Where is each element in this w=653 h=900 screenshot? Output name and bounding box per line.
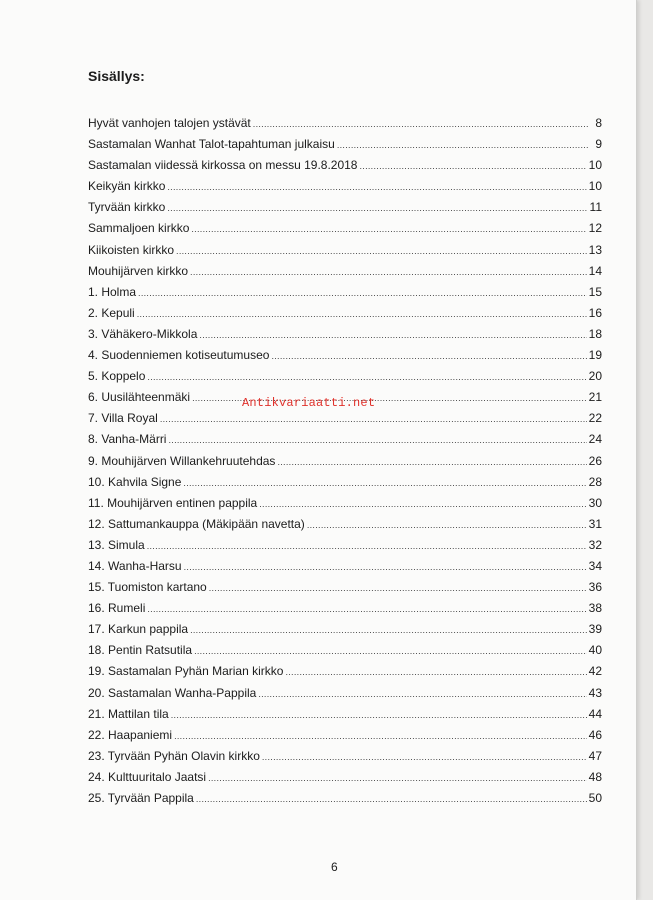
toc-entry-label: 17. Karkun pappila: [88, 622, 189, 637]
toc-entry-page: 10: [588, 158, 602, 173]
dot-leader: [277, 457, 586, 467]
toc-entry-page: 19: [588, 348, 602, 363]
toc-entry-page: 31: [588, 516, 602, 531]
dot-leader: [168, 435, 586, 445]
dot-leader: [271, 351, 586, 361]
dot-leader: [285, 667, 586, 677]
toc-entry-page: 22: [588, 411, 602, 426]
dot-leader: [337, 140, 588, 150]
toc-entry-label: 13. Simula: [88, 537, 145, 552]
toc-entry-page: 30: [588, 495, 602, 510]
toc-entry-page: 40: [588, 643, 602, 658]
toc-entry: [88, 432, 602, 453]
dot-leader: [184, 562, 587, 572]
toc-entry-label: Sastamalan Wanhat Talot-tapahtuman julkaisu: [88, 137, 335, 152]
toc-entry: [88, 791, 602, 812]
dot-leader: [176, 246, 587, 256]
dot-leader: [190, 625, 587, 635]
toc-entry-label: 24. Kulttuuritalo Jaatsi: [88, 769, 207, 784]
dot-leader: [138, 288, 587, 298]
toc-entry-page: 18: [588, 326, 602, 341]
toc-entry-label: 9. Mouhijärven Willankehruutehdas: [88, 453, 276, 468]
toc-entry-label: Hyvät vanhojen talojen ystävät: [88, 116, 251, 130]
toc-entry-page: 10: [588, 179, 602, 194]
toc-entry: [88, 517, 602, 538]
toc-entry: [88, 200, 602, 221]
toc-entry-label: 11. Mouhijärven entinen pappila: [88, 495, 258, 510]
toc-entry: [88, 369, 602, 390]
toc-entry-page: 9: [595, 137, 602, 152]
dot-leader: [174, 731, 587, 741]
toc-entry-label: 5. Koppelo: [88, 369, 146, 384]
toc-entry-label: Tyrvään kirkko: [88, 200, 166, 215]
watermark: Antikvariaatti.net: [242, 396, 376, 410]
dot-leader: [262, 752, 587, 762]
toc-entry: [88, 264, 602, 285]
table-of-contents: [88, 116, 602, 812]
toc-entry: [88, 664, 602, 685]
toc-entry-page: 28: [588, 474, 602, 489]
toc-entry-page: 38: [588, 601, 602, 616]
toc-entry-label: 22. Haapaniemi: [88, 727, 173, 742]
dot-leader: [253, 119, 588, 129]
toc-entry-label: 14. Wanha-Harsu: [88, 558, 182, 573]
toc-entry-label: 8. Vanha-Märri: [88, 432, 167, 447]
toc-entry-label: 10. Kahvila Signe: [88, 474, 182, 489]
dot-leader: [196, 794, 587, 804]
toc-entry: [88, 179, 602, 200]
toc-entry-page: 44: [588, 706, 602, 721]
dot-leader: [194, 646, 587, 656]
toc-entry-label: Mouhijärven kirkko: [88, 263, 189, 278]
toc-entry-page: 32: [588, 537, 602, 552]
toc-entry-label: Keikyän kirkko: [88, 179, 166, 194]
dot-leader: [183, 478, 586, 488]
toc-entry-label: 19. Sastamalan Pyhän Marian kirkko: [88, 664, 284, 679]
toc-entry-label: 2. Kepuli: [88, 305, 135, 320]
dot-leader: [160, 414, 587, 424]
dot-leader: [137, 309, 587, 319]
toc-entry: [88, 137, 602, 158]
toc-entry: [88, 496, 602, 517]
toc-entry: [88, 158, 602, 179]
toc-entry-label: 7. Villa Royal: [88, 411, 158, 426]
toc-entry: [88, 327, 602, 348]
toc-entry: [88, 580, 602, 601]
toc-entry: [88, 559, 602, 580]
dot-leader: [258, 689, 586, 699]
toc-entry: [88, 601, 602, 622]
toc-entry-label: 25. Tyrvään Pappila: [88, 791, 194, 805]
toc-entry-page: 43: [588, 685, 602, 700]
toc-entry-label: 1. Holma: [88, 284, 137, 299]
toc-entry: [88, 306, 602, 327]
dot-leader: [147, 604, 586, 614]
dot-leader: [190, 267, 587, 277]
toc-entry-page: 14: [588, 263, 602, 278]
dot-leader: [209, 583, 587, 593]
toc-entry-label: 20. Sastamalan Wanha-Pappila: [88, 685, 257, 700]
toc-entry: [88, 728, 602, 749]
dot-leader: [359, 161, 586, 171]
toc-entry-page: 48: [588, 769, 602, 784]
toc-entry: [88, 538, 602, 559]
toc-entry: [88, 475, 602, 496]
toc-entry: [88, 707, 602, 728]
toc-entry-label: 21. Mattilan tila: [88, 706, 169, 721]
toc-entry-label: 3. Vähäkero-Mikkola: [88, 326, 198, 341]
dot-leader: [199, 330, 586, 340]
toc-entry-page: 46: [588, 727, 602, 742]
toc-entry-label: Kiikoisten kirkko: [88, 242, 175, 257]
toc-heading: Sisällys:: [88, 68, 145, 84]
toc-entry-page: 36: [588, 580, 602, 595]
toc-entry-page: 24: [588, 432, 602, 447]
toc-entry-page: 12: [588, 221, 602, 236]
toc-entry: [88, 348, 602, 369]
toc-entry-page: 21: [588, 390, 602, 405]
toc-entry-page: 8: [595, 116, 602, 130]
toc-entry-label: Sastamalan viidessä kirkossa on messu 19.8.2018: [88, 158, 358, 173]
dot-leader: [147, 372, 586, 382]
toc-entry: [88, 221, 602, 242]
page-number: 6: [331, 860, 338, 874]
toc-entry-label: 12. Sattumankauppa (Mäkipään navetta): [88, 516, 305, 531]
toc-entry-page: 16: [588, 305, 602, 320]
toc-entry-page: 26: [588, 453, 602, 468]
toc-entry: [88, 116, 602, 137]
toc-entry: [88, 686, 602, 707]
dot-leader: [191, 224, 586, 234]
toc-entry: [88, 643, 602, 664]
toc-entry-label: 18. Pentin Ratsutila: [88, 643, 193, 658]
toc-entry: [88, 454, 602, 475]
toc-entry: [88, 411, 602, 432]
dot-leader: [167, 182, 586, 192]
toc-entry-page: 11: [589, 200, 602, 215]
toc-entry: [88, 749, 602, 770]
toc-entry-label: Sammaljoen kirkko: [88, 221, 190, 236]
toc-entry-page: 15: [588, 284, 602, 299]
toc-entry: [88, 770, 602, 791]
dot-leader: [208, 773, 587, 783]
toc-entry-page: 20: [588, 369, 602, 384]
toc-entry-page: 50: [588, 791, 602, 805]
toc-entry-page: 42: [588, 664, 602, 679]
toc-entry: [88, 285, 602, 306]
dot-leader: [307, 520, 587, 530]
toc-entry: [88, 622, 602, 643]
dot-leader: [167, 203, 587, 213]
toc-entry-page: 47: [588, 748, 602, 763]
dot-leader: [259, 499, 586, 509]
toc-entry-label: 15. Tuomiston kartano: [88, 580, 207, 595]
toc-entry-label: 6. Uusilähteenmäki: [88, 390, 191, 405]
toc-entry-page: 39: [588, 622, 602, 637]
toc-entry-page: 13: [588, 242, 602, 257]
toc-entry-label: 16. Rumeli: [88, 601, 146, 616]
toc-entry-label: 23. Tyrvään Pyhän Olavin kirkko: [88, 748, 260, 763]
dot-leader: [171, 710, 587, 720]
dot-leader: [147, 541, 587, 551]
toc-entry: [88, 243, 602, 264]
toc-entry-label: 4. Suodenniemen kotiseutumuseo: [88, 348, 270, 363]
toc-entry-page: 34: [588, 558, 602, 573]
